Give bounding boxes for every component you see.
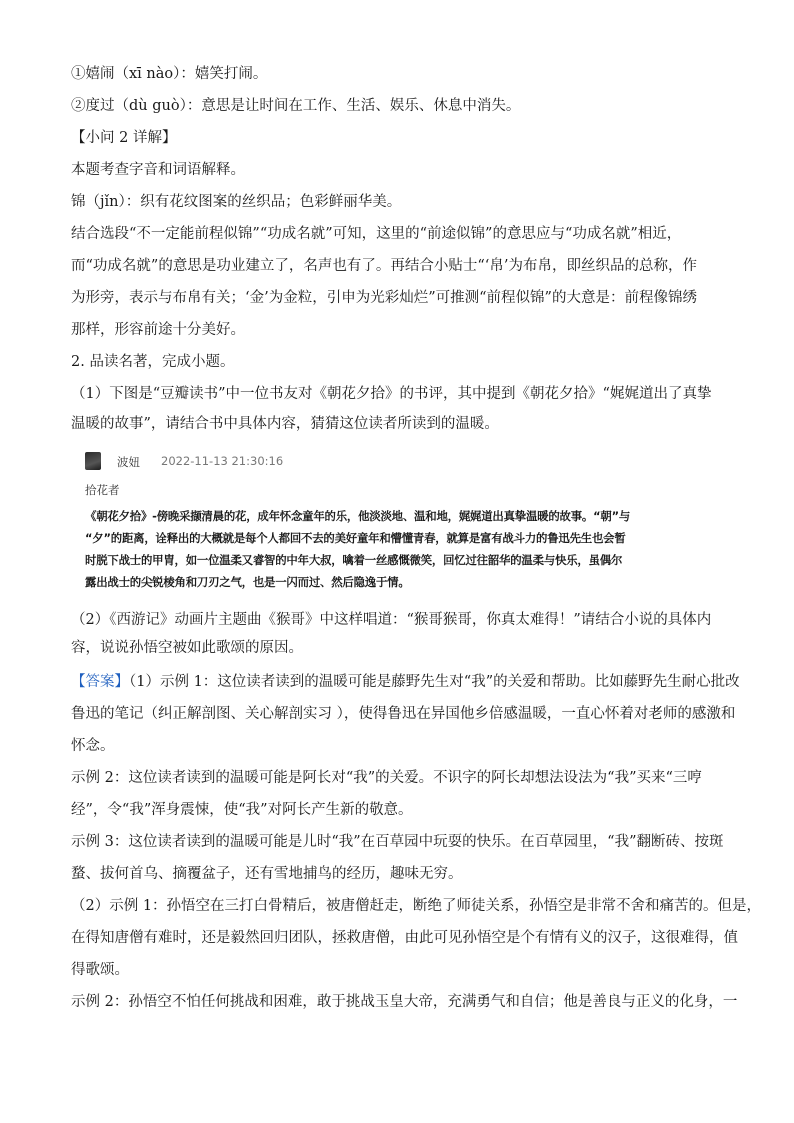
review-time: 2022-11-13 21:30:16	[161, 454, 284, 468]
text-line: 示例 2：孙悟空不怕任何挑战和困难，敢于挑战玉皇大帝，充满勇气和自信；他是善良与正义的化身，一	[71, 994, 738, 1010]
text-line: 鲁迅的笔记（纠正解剖图、关心解剖实习 ），使得鲁迅在异国他乡倍感温暖，一直心怀着对老师的感激和	[71, 706, 736, 722]
text-line: 为形旁，表示与布帛有关；‘金’为金粒，引申为光彩灿烂”可推测“前程似锦”的大意是：前程像锦绣	[71, 290, 697, 306]
text-line: ②度过（dù guò）：意思是让时间在工作、生活、娱乐、休息中消失。	[71, 98, 521, 114]
text-line: 在得知唐僧有难时，还是毅然回归团队，拯救唐僧，由此可见孙悟空是个有情有义的汉子，这很难得，值	[71, 930, 738, 946]
review-body-line: 《朝花夕拾》-傍晚采撷清晨的花，成年怀念童年的乐，他淡淡地、温和地，娓娓道出真挚温暖的故事。“朝”与	[85, 509, 631, 523]
text-line: （2）《西游记》动画片主题曲《猴哥》中这样唱道：“猴哥猴哥，你真太难得！”请结合小说的具体内	[71, 612, 712, 628]
text-line: 蝥、拔何首乌、摘覆盆子，还有雪地捕鸟的经历，趣味无穷。	[71, 866, 463, 882]
text-line: 怀念。	[71, 738, 115, 754]
section-heading: 【小问 2 详解】	[71, 130, 177, 146]
text-line: （1）下图是“豆瓣读书”中一位书友对《朝花夕拾》的书评，其中提到《朝花夕拾》“娓娓道出了真挚	[71, 386, 712, 402]
review-tag: 拾花者	[85, 483, 120, 497]
review-body-line: 露出战士的尖锐棱角和刀刃之气，也是一闪而过、然后隐逸于情。	[85, 575, 410, 589]
text-line: 本题考查字音和词语解释。	[71, 162, 245, 178]
text-line: 容，说说孙悟空被如此歌颂的原因。	[71, 640, 303, 656]
user-avatar	[85, 452, 101, 470]
text-line: 示例 2：这位读者读到的温暖可能是阿长对“我”的关爱。不识字的阿长却想法设法为“我”买来“三哼	[71, 770, 702, 786]
review-body-line: “夕”的距离，诠释出的大概就是每个人都回不去的美好童年和懵懂青春，就算是富有战斗力的鲁迅先生也会暂	[85, 531, 626, 545]
text-line: 锦（jǐn）：织有花纹图案的丝织品；色彩鲜丽华美。	[71, 194, 402, 210]
text-line: 示例 3：这位读者读到的温暖可能是儿时“我”在百草园中玩耍的快乐。在百草园里，“我”翻断砖、按斑	[71, 834, 724, 850]
text-line: 那样，形容前途十分美好。	[71, 322, 245, 338]
text-line: 而“功成名就”的意思是功业建立了，名声也有了。再结合小贴士“‘帛’为布帛，即丝织品的总称，作	[71, 258, 697, 274]
text-line: 经”，令“我”浑身震悚，使“我”对阿长产生新的敬意。	[71, 802, 413, 818]
text-line: 温暖的故事”，请结合书中具体内容，猜猜这位读者所读到的温暖。	[71, 416, 499, 432]
answer-tag: 【答案】	[71, 674, 129, 690]
question-heading: 2. 品读名著，完成小题。	[71, 354, 235, 370]
text-line: （2）示例 1：孙悟空在三打白骨精后，被唐僧赶走，断绝了师徒关系，孙悟空是非常不舍和痛苦的。但是，	[71, 898, 762, 914]
text-line: 结合选段“不一定能前程似锦”“功成名就”可知，这里的“前途似锦”的意思应与“功成名就”相近，	[71, 226, 682, 242]
text-line: ①嬉闹（xī nào）：嬉笑打闹。	[71, 66, 268, 82]
answer-line	[71, 672, 740, 692]
review-user: 波妞	[117, 455, 140, 469]
text-line: 得歌颂。	[71, 962, 129, 978]
answer-text: （1）示例 1：这位读者读到的温暖可能是藤野先生对“我”的关爱和帮助。比如藤野先生耐心批改	[129, 674, 740, 690]
review-body-line: 时脱下战士的甲胄，如一位温柔又睿智的中年大叔，噙着一丝感慨微笑，回忆过往韶华的温柔与快乐，虽偶尔	[85, 553, 623, 567]
